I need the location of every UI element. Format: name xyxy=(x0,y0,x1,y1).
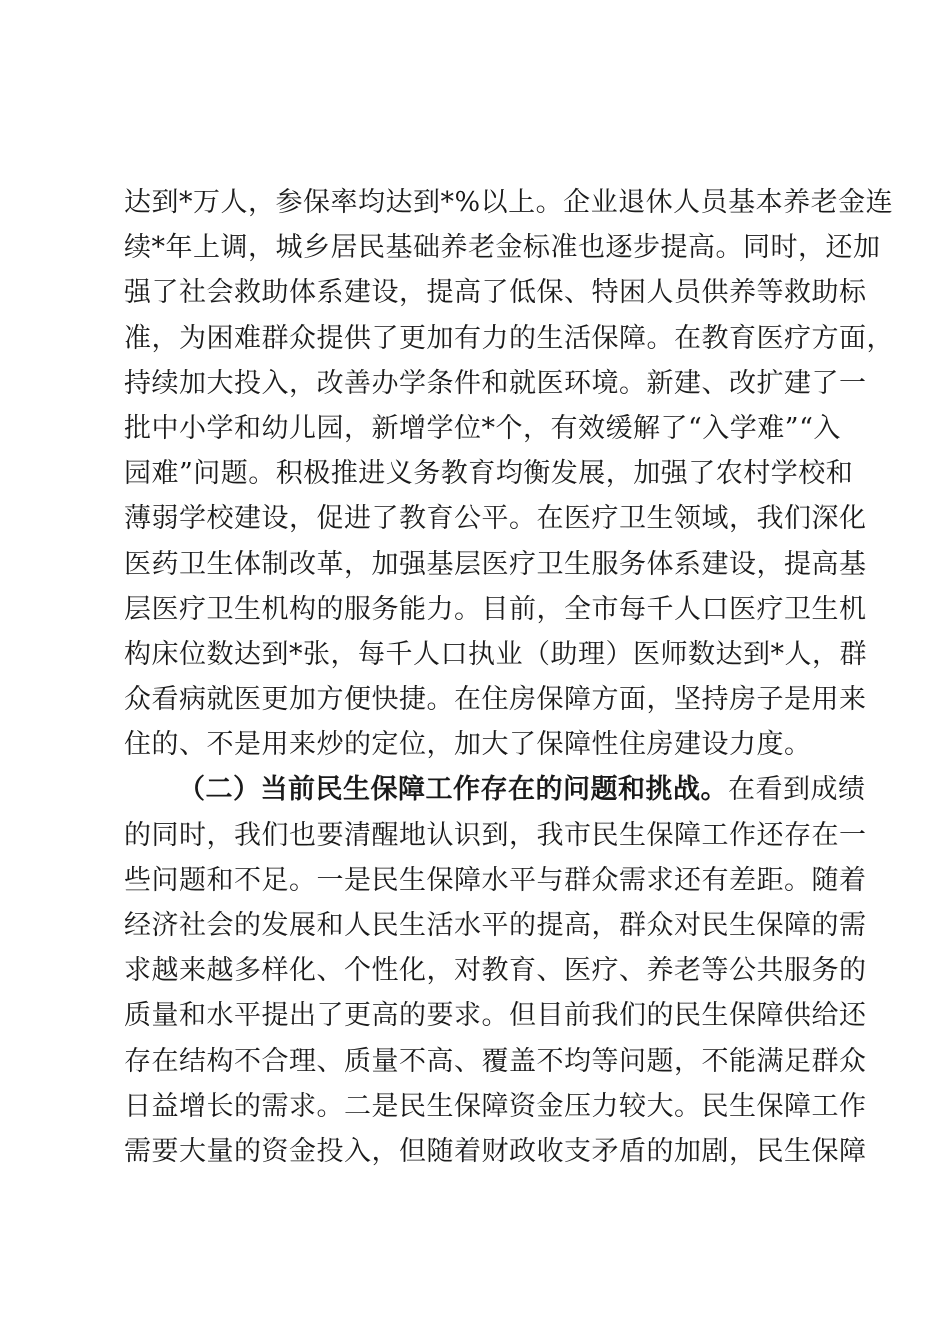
text-line: 医药卫生体制改革，加强基层医疗卫生服务体系建设，提高基 xyxy=(124,548,867,580)
heading-line-rest: 在看到成绩 xyxy=(728,774,866,806)
document-body xyxy=(124,180,894,1174)
text-line: 续*年上调，城乡居民基础养老金标准也逐步提高。同时，还加 xyxy=(124,232,881,264)
text-line: 存在结构不合理、质量不高、覆盖不均等问题，不能满足群众 xyxy=(124,1045,867,1077)
text-line: 持续加大投入，改善办学条件和就医环境。新建、改扩建了一 xyxy=(124,367,867,399)
text-line: 构床位数达到*张，每千人口执业（助理）医师数达到*人，群 xyxy=(124,638,867,670)
text-line: 薄弱学校建设，促进了教育公平。在医疗卫生领域，我们深化 xyxy=(124,503,867,535)
text-line: 些问题和不足。一是民生保障水平与群众需求还有差距。随着 xyxy=(124,864,867,896)
text-line: 质量和水平提出了更高的要求。但目前我们的民生保障供给还 xyxy=(124,1000,867,1032)
text-line: 层医疗卫生机构的服务能力。目前，全市每千人口医疗卫生机 xyxy=(124,593,867,625)
section-heading: （二）当前民生保障工作存在的问题和挑战。 xyxy=(178,774,728,806)
text-line: 需要大量的资金投入，但随着财政收支矛盾的加剧，民生保障 xyxy=(124,1135,867,1167)
section-heading-line xyxy=(124,767,866,812)
text-line: 的同时，我们也要清醒地认识到，我市民生保障工作还存在一 xyxy=(124,819,867,851)
text-line: 达到*万人，参保率均达到*%以上。企业退休人员基本养老金连 xyxy=(124,187,894,218)
paragraph-problems xyxy=(124,767,867,1174)
text-line: 准，为困难群众提供了更加有力的生活保障。在教育医疗方面， xyxy=(124,322,894,354)
text-line: 批中小学和幼儿园，新增学位*个，有效缓解了“入学难”“入 xyxy=(124,412,841,444)
text-line: 求越来越多样化、个性化，对教育、医疗、养老等公共服务的 xyxy=(124,955,867,987)
text-line: 住的、不是用来炒的定位，加大了保障性住房建设力度。 xyxy=(124,729,812,761)
paragraph-achievements xyxy=(124,180,894,767)
text-line: 园难”问题。积极推进义务教育均衡发展，加强了农村学校和 xyxy=(124,458,854,490)
text-line: 强了社会救助体系建设，提高了低保、特困人员供养等救助标 xyxy=(124,277,867,309)
text-line: 众看病就医更加方便快捷。在住房保障方面，坚持房子是用来 xyxy=(124,684,867,716)
text-line: 经济社会的发展和人民生活水平的提高，群众对民生保障的需 xyxy=(124,910,867,941)
text-line: 日益增长的需求。二是民生保障资金压力较大。民生保障工作 xyxy=(124,1090,867,1122)
